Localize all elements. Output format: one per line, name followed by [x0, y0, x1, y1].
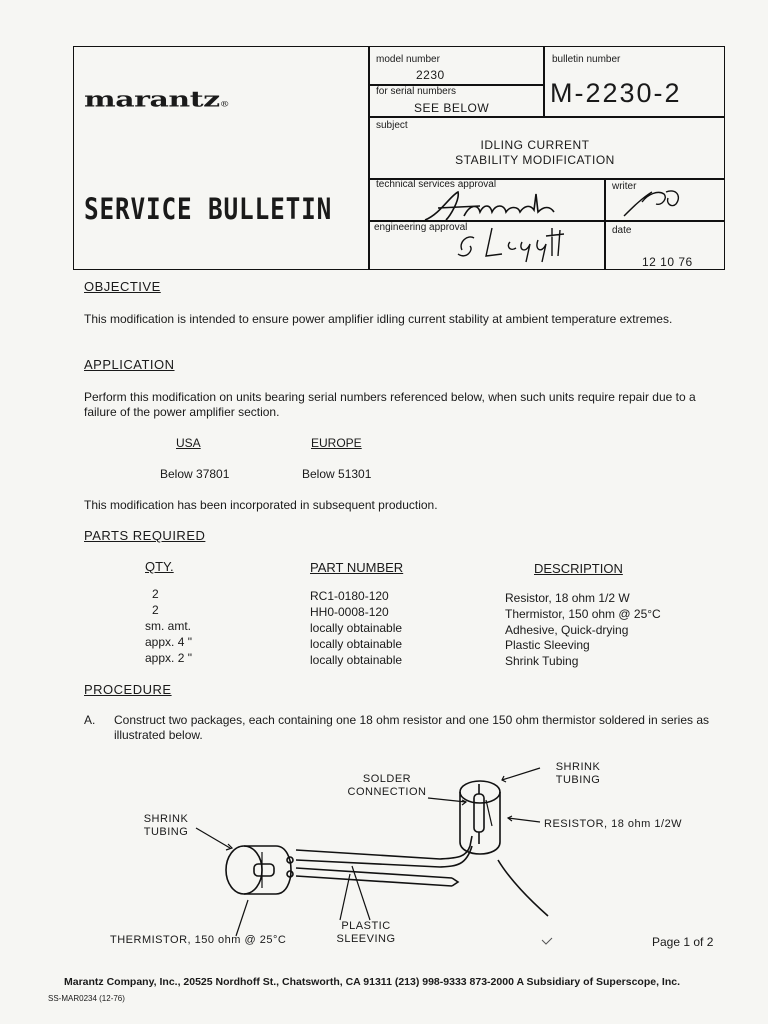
parts-col-qty: QTY.	[145, 559, 174, 574]
small-check-mark	[542, 938, 552, 944]
qty-cell: sm. amt.	[145, 619, 192, 633]
resistor-lead	[498, 860, 548, 916]
part-number-cell: locally obtainable	[310, 637, 403, 651]
shrink-tubing-left-label	[140, 813, 192, 839]
subject-label: subject	[376, 120, 408, 131]
page-number: Page 1 of 2	[652, 935, 714, 949]
resistor-package	[460, 781, 500, 854]
description-cell: Thermistor, 150 ohm @ 25°C	[505, 607, 661, 621]
service-bulletin-title: SERVICE BULLETIN	[84, 192, 333, 226]
serial-numbers-value: SEE BELOW	[414, 101, 490, 115]
application-heading: APPLICATION	[84, 357, 175, 372]
description-cell: Resistor, 18 ohm 1/2 W	[505, 591, 630, 605]
shrink-tubing-right-line1: SHRINK	[555, 761, 601, 773]
usa-serial-value: Below 37801	[160, 467, 230, 481]
thermistor-label: THERMISTOR, 150 ohm @ 25°C	[110, 934, 287, 946]
header-divider-vertical	[368, 46, 370, 270]
bulletin-number-value: M-2230-2	[550, 78, 682, 108]
part-number-cell: locally obtainable	[310, 621, 403, 635]
marantz-logo	[84, 87, 229, 112]
part-number-cell: locally obtainable	[310, 653, 403, 667]
europe-label: EUROPE	[311, 436, 362, 450]
usa-label: USA	[176, 436, 201, 450]
company-footer: Marantz Company, Inc., 20525 Nordhoff St., Chatsworth, CA 91311 (213) 998-9333 873-2000 A Subsidiary of Superscope, Inc.	[64, 976, 681, 988]
header-divider-writer	[604, 178, 606, 270]
subject-line-1: IDLING CURRENT	[480, 138, 590, 152]
objective-text: This modification is intended to ensure power amplifier idling current stability at ambient temperature extremes.	[84, 312, 673, 326]
thermistor-package	[226, 846, 293, 894]
writer-label: writer	[612, 181, 637, 192]
solder-connection-label	[346, 773, 428, 799]
date-value: 12 10 76	[642, 255, 693, 269]
objective-heading: OBJECTIVE	[84, 279, 161, 294]
step-a-letter: A.	[84, 713, 96, 727]
production-note: This modification has been incorporated in subsequent production.	[84, 498, 438, 512]
tech-approval-label: technical services approval	[376, 179, 497, 190]
europe-serial-value: Below 51301	[302, 467, 372, 481]
resistor-label: RESISTOR, 18 ohm 1/2W	[544, 818, 683, 830]
solder-connection-line1: SOLDER	[362, 773, 412, 785]
procedure-heading: PROCEDURE	[84, 682, 172, 697]
logo-text: marantz	[84, 87, 220, 113]
date-label: date	[612, 225, 632, 236]
step-a-text: Construct two packages, each containing one 18 ohm resistor and one 150 ohm thermistor soldered in series as illustrated below.	[114, 713, 709, 742]
shrink-tubing-right-line2: TUBING	[555, 774, 601, 786]
engineering-approval-signature	[452, 220, 572, 264]
parts-col-part-number: PART NUMBER	[310, 560, 404, 575]
header-divider-subject	[368, 116, 725, 118]
shrink-tubing-left-line1: SHRINK	[143, 813, 189, 825]
plastic-sleeving-label	[330, 920, 402, 946]
parts-heading: PARTS REQUIRED	[84, 528, 206, 543]
engineering-approval-label: engineering approval	[374, 222, 468, 233]
parts-col-description: DESCRIPTION	[534, 561, 623, 576]
description-cell: Plastic Sleeving	[505, 638, 590, 652]
description-cell: Adhesive, Quick-drying	[505, 623, 629, 637]
qty-cell: 2	[152, 603, 159, 617]
plastic-sleeving-line1: PLASTIC	[341, 920, 391, 932]
part-number-cell: HH0-0008-120	[310, 605, 389, 619]
model-number-label: model number	[376, 54, 440, 65]
form-number: SS-MAR0234 (12-76)	[48, 994, 125, 1003]
shrink-tubing-left-line2: TUBING	[143, 826, 189, 838]
solder-connection-line2: CONNECTION	[347, 786, 427, 798]
registered-mark: ®	[219, 100, 230, 109]
shrink-tubing-right-label	[540, 761, 616, 787]
part-number-cell: RC1-0180-120	[310, 589, 389, 603]
qty-cell: appx. 4 "	[145, 635, 192, 649]
model-number-value: 2230	[416, 68, 445, 82]
plastic-sleeving-line2: SLEEVING	[336, 933, 396, 945]
bulletin-number-label: bulletin number	[552, 54, 621, 65]
plastic-sleeving-wires	[296, 836, 472, 886]
qty-cell: 2	[152, 587, 159, 601]
subject-line-2: STABILITY MODIFICATION	[455, 153, 615, 167]
description-cell: Shrink Tubing	[505, 654, 579, 668]
header-divider-bulletin	[543, 46, 545, 116]
serial-numbers-label: for serial numbers	[376, 86, 457, 97]
writer-signature	[618, 184, 688, 220]
qty-cell: appx. 2 "	[145, 651, 192, 665]
application-text: Perform this modification on units bearing serial numbers referenced below, when such units require repair due to a failure of the power amplifier section.	[84, 390, 696, 419]
